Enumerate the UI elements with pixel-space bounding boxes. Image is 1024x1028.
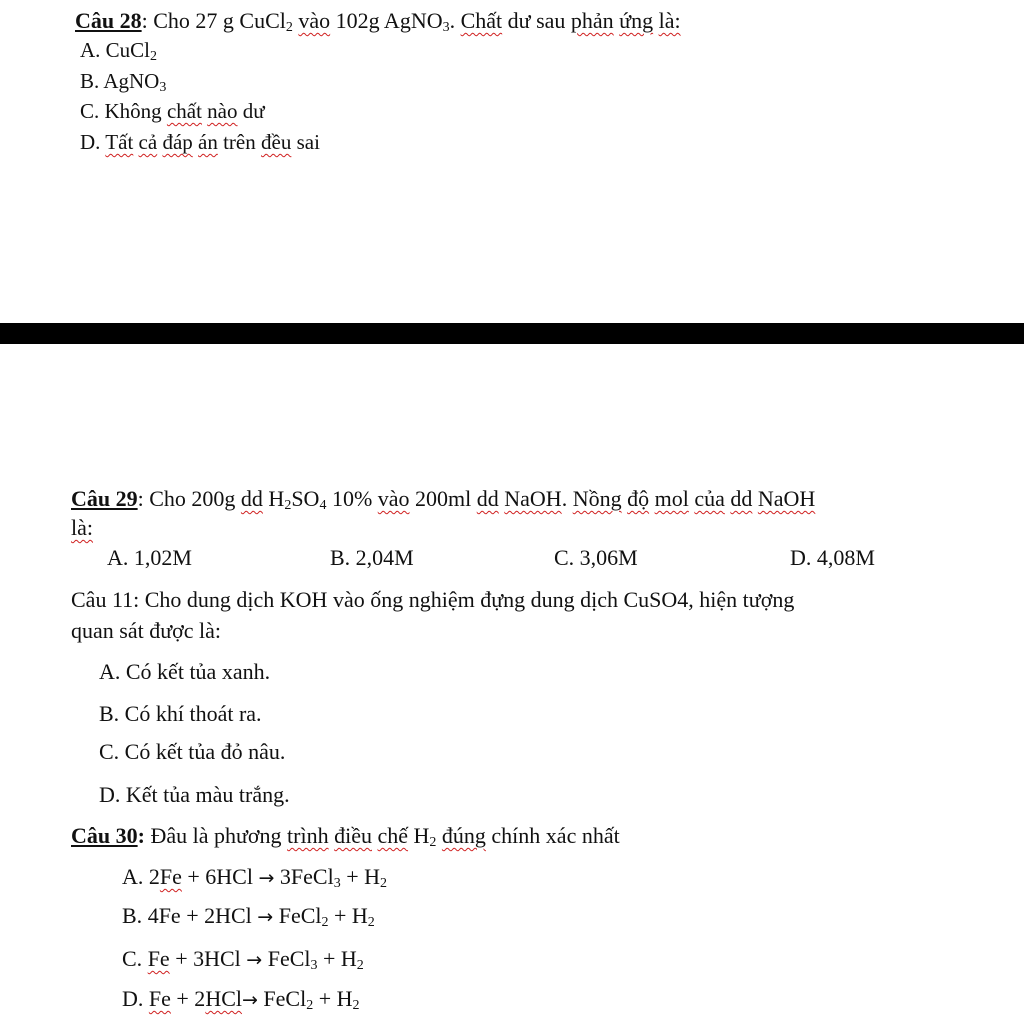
q28-stem: Câu 28: Cho 27 g CuCl$_2$ vào 102g AgNO$_3$. Chất dư sau phản ứng là: (75, 8, 681, 35)
arrow-icon: → (258, 867, 275, 889)
q11-stem-line2: quan sát được là: (71, 618, 222, 643)
q29-stem: Câu 29: Cho 200g dd $H_2SO_4$ 10% vào 200ml dd NaOH. Nồng độ mol của dd NaOH (71, 486, 816, 513)
q28-option-b: B. AgNO$_3$ (80, 69, 167, 95)
q30-stem: Câu 30: Đâu là phương trình điều chế $H_2$ đúng chính xác nhất (71, 823, 620, 850)
q28-option-d: D. Tất cả đáp án trên đều sai (80, 130, 320, 154)
q11-option-c: C. Có kết tủa đỏ nâu. (99, 739, 286, 764)
arrow-icon: → (242, 989, 258, 1011)
q29-option-a: A. 1,02M (107, 545, 192, 570)
q11-option-a: A. Có kết tủa xanh. (99, 659, 271, 684)
q29-option-c: C. 3,06M (554, 545, 638, 570)
q29-option-b: B. 2,04M (330, 545, 414, 570)
arrow-icon: → (246, 949, 263, 971)
q30-label: Câu 30 (71, 823, 138, 848)
q29-stem-line2: là: (71, 515, 93, 540)
q28-option-c: C. Không chất nào dư (80, 99, 265, 123)
q30-option-b: B. 4Fe + 2HCl → FeCl$_2$ + $H_2$ (122, 903, 375, 930)
q30-option-a: A. 2Fe + 6HCl → 3FeCl$_3$ + $H_2$ (122, 864, 387, 891)
q28-option-a: A. CuCl$_2$ (80, 38, 158, 64)
q29-label: Câu 29 (71, 486, 138, 511)
q30-option-d: D. Fe + 2HCl→ FeCl$_2$ + $H_2$ (122, 986, 360, 1013)
q29-option-d: D. 4,08M (790, 545, 875, 570)
q11-option-b: B. Có khí thoát ra. (99, 701, 262, 726)
arrow-icon: → (257, 906, 274, 928)
q28-label: Câu 28 (75, 8, 142, 33)
q11-option-d: D. Kết tủa màu trắng. (99, 782, 290, 807)
q11-stem-line1: Câu 11: Cho dung dịch KOH vào ống nghiệm đựng dung dịch CuSO4, hiện tượng (71, 587, 795, 612)
q30-option-c: C. Fe + 3HCl → FeCl$_3$ + $H_2$ (122, 946, 364, 973)
separator-bar (0, 323, 1024, 344)
